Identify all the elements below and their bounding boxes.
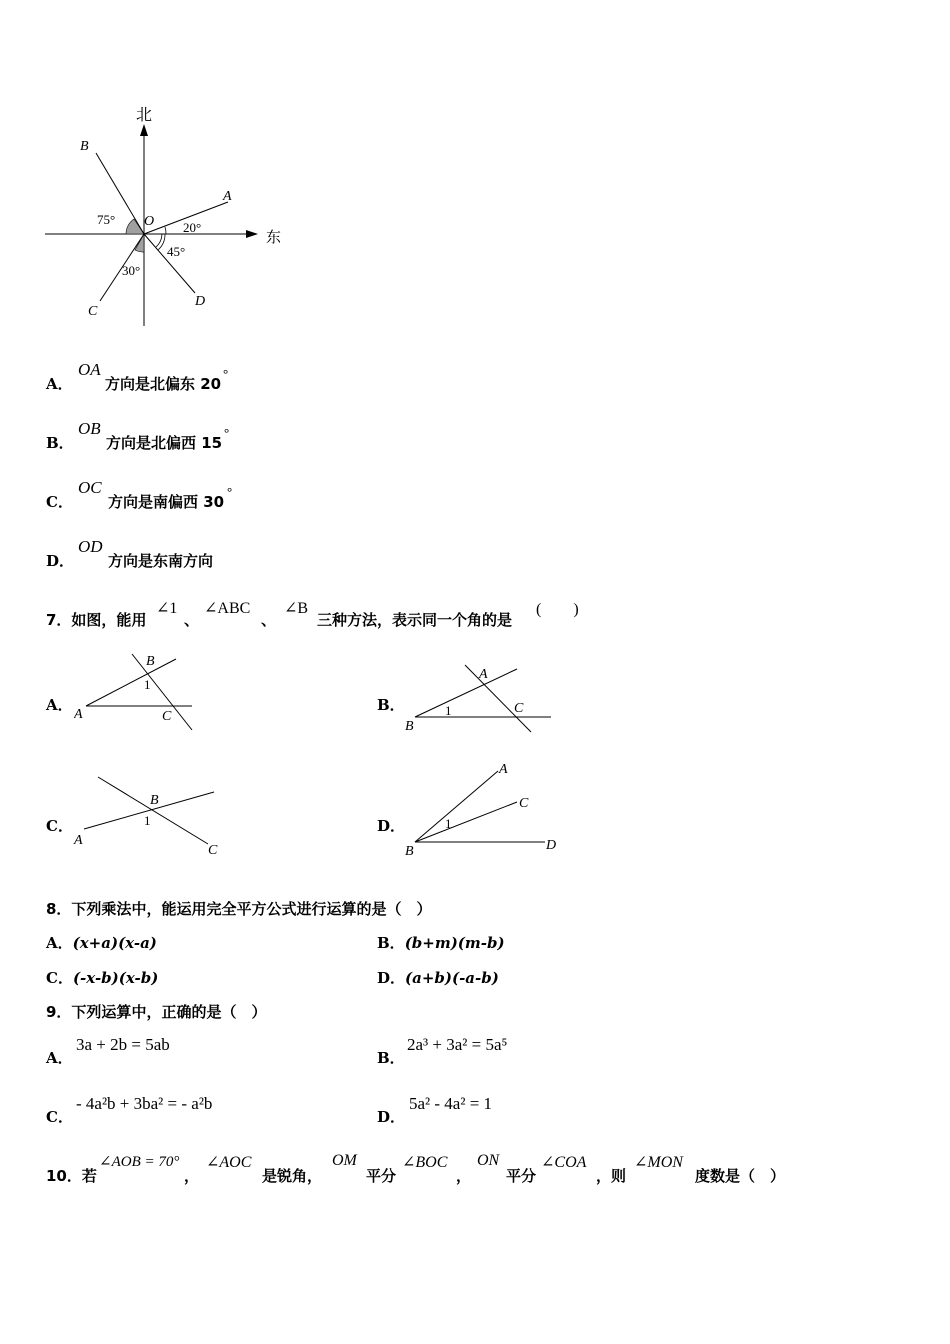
ray-name: OC xyxy=(78,478,102,497)
q7-figure-c xyxy=(72,772,222,860)
text: 平分 xyxy=(506,1167,537,1185)
option-expr: 5a² - 4a² = 1 xyxy=(409,1094,493,1113)
q7-option-b[interactable] xyxy=(377,660,577,740)
option-letter: B． xyxy=(377,1049,405,1067)
q10-stem xyxy=(46,1152,826,1186)
option-letter: A． xyxy=(46,1049,73,1067)
line xyxy=(415,771,498,842)
q7-option-c[interactable] xyxy=(46,772,246,862)
point-C-label: C xyxy=(208,843,218,858)
q6-option-d[interactable] xyxy=(46,537,346,571)
point-C-label: C xyxy=(519,796,529,811)
point-D-label: D xyxy=(546,838,557,853)
angle-aoc: ∠AOC xyxy=(206,1154,252,1171)
option-letter: A． xyxy=(46,696,73,714)
line xyxy=(86,659,176,706)
point-B-label: B xyxy=(146,654,155,669)
option-letter: B． xyxy=(377,934,405,952)
point-B-label: B xyxy=(80,139,89,154)
east-label: 东 xyxy=(266,230,282,246)
q7-figure-a xyxy=(74,648,204,736)
point-A-label: A xyxy=(223,189,232,204)
point-B-label: B xyxy=(150,793,159,808)
q7-option-d[interactable] xyxy=(377,758,577,860)
point-B-label: B xyxy=(405,719,414,734)
line xyxy=(465,665,531,732)
option-text: 方向是北偏西 15 xyxy=(106,434,223,452)
option-letter: D． xyxy=(377,1108,406,1126)
sep: 、 xyxy=(184,611,200,629)
point-A-label: A xyxy=(74,833,83,848)
option-letter: B． xyxy=(377,696,405,714)
q7-stem xyxy=(46,595,646,629)
degree-sign: ° xyxy=(227,484,233,499)
q9-option-c[interactable] xyxy=(46,1094,346,1124)
option-letter: A． xyxy=(46,375,73,393)
angle-boc: ∠BOC xyxy=(402,1154,448,1171)
q6-option-b[interactable] xyxy=(46,419,346,453)
point-O-label: O xyxy=(144,214,155,229)
sep: 、 xyxy=(261,611,277,629)
angle-1-label: 1 xyxy=(445,816,452,831)
angle-1-label: 1 xyxy=(144,677,151,692)
option-expr: 2a³ + 3a² = 5a⁵ xyxy=(407,1035,508,1054)
option-expr: (x+a)(x-a) xyxy=(72,934,157,952)
q10-num: 10．若 xyxy=(46,1167,97,1185)
option-letter: C． xyxy=(46,493,73,511)
angle-75-label: 75° xyxy=(97,212,116,227)
option-expr: (b+m)(m-b) xyxy=(404,934,505,952)
option-expr: (a+b)(-a-b) xyxy=(405,969,499,987)
q8-option-b[interactable] xyxy=(377,932,505,953)
ray-name: OD xyxy=(78,537,103,556)
ray-om: OM xyxy=(332,1152,357,1169)
q7-option-a[interactable] xyxy=(46,648,206,738)
option-text: 方向是北偏东 20 xyxy=(105,375,222,393)
point-B-label: B xyxy=(405,844,414,858)
q6-option-c[interactable] xyxy=(46,478,346,512)
option-expr: - 4a²b + 3ba² = - a²b xyxy=(76,1094,213,1113)
option-letter: A． xyxy=(46,934,73,952)
point-A-label: A xyxy=(74,707,83,722)
option-letter: C． xyxy=(46,1108,73,1126)
q7-figure-d xyxy=(401,758,571,858)
line xyxy=(415,802,517,842)
q6-option-a[interactable] xyxy=(46,360,346,394)
degree-sign: ° xyxy=(223,366,229,381)
angle-coa: ∠COA xyxy=(541,1154,587,1171)
point-C-label: C xyxy=(162,709,172,724)
angle-45-arc xyxy=(156,234,162,247)
text: 是锐角， xyxy=(262,1167,323,1185)
option-letter: B． xyxy=(46,434,74,452)
text: 度数是（ ） xyxy=(695,1167,786,1185)
q9-stem: 9．下列运算中，正确的是（ ） xyxy=(46,1003,267,1021)
point-D-label: D xyxy=(195,294,206,309)
q7-figure-b xyxy=(401,660,556,738)
option-letter: C． xyxy=(46,817,73,835)
option-letter: C． xyxy=(46,969,73,987)
q8-option-d[interactable] xyxy=(377,967,499,988)
angle-45-label: 45° xyxy=(167,244,186,259)
ray-name: OB xyxy=(78,419,101,438)
angle-1: ∠1 xyxy=(156,600,178,617)
angle-30-label: 30° xyxy=(122,263,141,278)
q9-option-d[interactable] xyxy=(377,1094,657,1124)
q7-suffix: 三种方法，表示同一个角的是 xyxy=(317,611,513,629)
point-A-label: A xyxy=(499,762,508,777)
q8-option-c[interactable] xyxy=(46,967,158,988)
angle-1-label: 1 xyxy=(144,813,151,828)
angle-20-label: 20° xyxy=(183,220,202,235)
angle-75-sector xyxy=(126,219,144,234)
point-C-label: C xyxy=(88,304,98,319)
q8-option-a[interactable] xyxy=(46,932,157,953)
option-letter: D． xyxy=(377,969,406,987)
answer-paren: ( ) xyxy=(536,601,579,618)
ray-name: OA xyxy=(78,360,101,379)
q9-option-b[interactable] xyxy=(377,1035,657,1065)
ray-on: ON xyxy=(477,1152,500,1169)
point-C-label: C xyxy=(514,701,524,716)
angle-b: ∠B xyxy=(284,600,309,617)
line xyxy=(98,777,208,844)
angle-abc: ∠ABC xyxy=(204,600,251,617)
q8-stem: 8．下列乘法中，能运用完全平方公式进行运算的是（ ） xyxy=(46,900,432,918)
q9-option-a[interactable] xyxy=(46,1035,326,1065)
option-text: 方向是东南方向 xyxy=(108,552,214,570)
option-text: 方向是南偏西 30 xyxy=(108,493,225,511)
point-A-label: A xyxy=(479,667,488,682)
text: ，则 xyxy=(596,1167,627,1185)
q7-prefix: 7．如图，能用 xyxy=(46,611,147,629)
ray-OD xyxy=(144,234,195,293)
angle-1-label: 1 xyxy=(445,703,452,718)
line xyxy=(415,669,517,717)
angle-20-arc xyxy=(165,227,166,234)
degree-sign: ° xyxy=(224,425,230,440)
north-arrow xyxy=(140,124,148,136)
option-letter: D． xyxy=(46,552,75,570)
angle-aob: ∠AOB = 70° xyxy=(99,1154,180,1170)
comma: ， xyxy=(456,1167,472,1185)
east-arrow xyxy=(246,230,258,238)
text: 平分 xyxy=(366,1167,397,1185)
compass-figure xyxy=(40,100,300,335)
option-letter: D． xyxy=(377,817,406,835)
option-expr: (-x-b)(x-b) xyxy=(72,969,159,987)
option-expr: 3a + 2b = 5ab xyxy=(76,1035,170,1054)
north-label: 北 xyxy=(136,107,153,124)
angle-mon: ∠MON xyxy=(634,1154,683,1171)
comma: ， xyxy=(184,1167,200,1185)
